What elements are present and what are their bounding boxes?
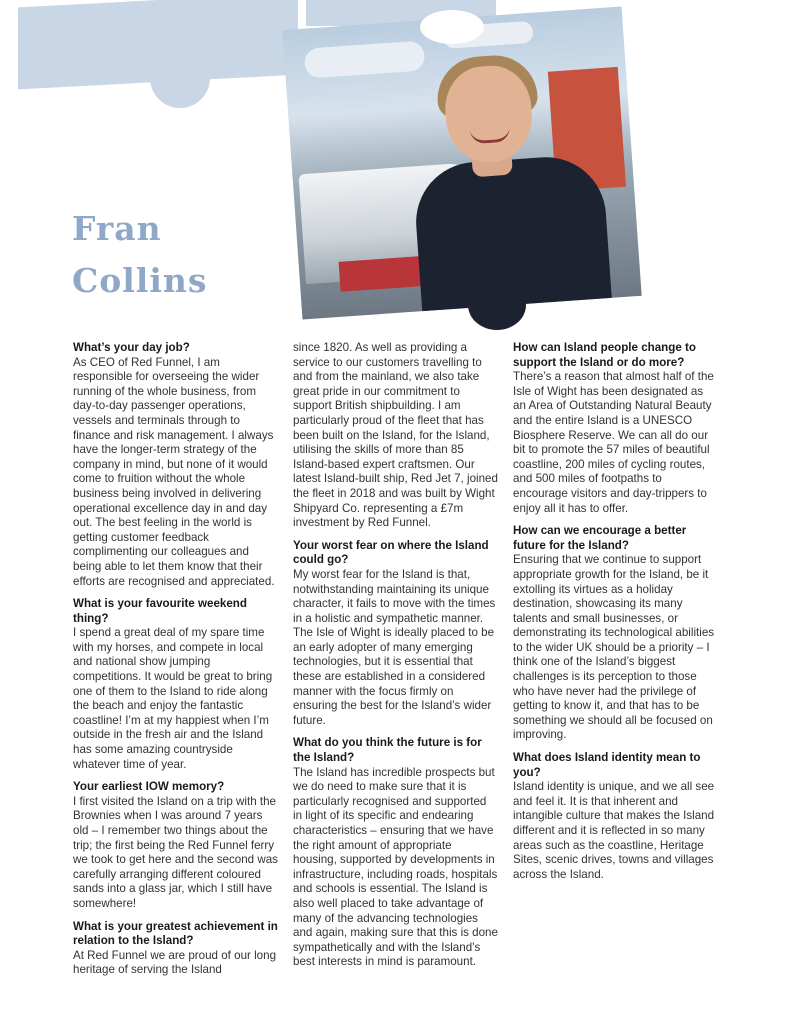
column-3 <box>513 341 718 890</box>
answer-text: Ensuring that we continue to support appropriate growth for the Island, be it extolling its virtues as a holiday destination, showcasing its many talents and small businesses, or demonstrating its technological abilities to the wider UK should be a priority – I think one of the Island’s biggest challenges is its perception to those who have never had the privilege of getting to know it, and that has to be something we should all be focused on improving. <box>513 553 715 742</box>
question-heading: How can Island people change to support the Island or do more? <box>513 341 696 369</box>
answer-text-continued: since 1820. As well as providing a service to our customers travelling to and from the mainland, we also take great pride in our commitment to support British shipbuilding. I am particularly proud of the fleet that has been built on the Island, for the Island, utilising the skills of more than 85 Island-based expert craftsmen. Our latest Island-built ship, Red Jet 7, joined the fleet in 2018 and was built by Wight Shipyard Co. representing a £7m investment by Red Funnel. <box>293 341 498 530</box>
portrait-photo <box>292 18 632 330</box>
answer-text: My worst fear for the Island is that, notwithstanding maintaining its unique character, it fails to move with the times in a holistic and sympathetic manner. The Isle of Wight is ideally placed to be an early adopter of many emerging technologies, but it is essential that these are established in a considered manner with the focus firmly on ensuring the best for the Island’s wider future. <box>293 567 496 727</box>
question-heading: Your worst fear on where the Island could go? <box>293 538 489 567</box>
answer-text: The Island has incredible prospects but we do need to make sure that it is particularly recognised and supported in light of its specific and endearing characteristics – ensuring that we have the right amount of appropriate housing, supported by developments in infrastructure, including roads, hospitals and schools is essential. The Island is also well placed to take advantage of many of the advancing technologies and again, making sure that this is done sympathetically and with the Island’s best interests in mind is paramount. <box>293 765 498 969</box>
question-heading: How can we encourage a better future for the Island? <box>513 524 687 552</box>
answer-text: I first visited the Island on a trip with the Brownies when I was around 7 years old – I remember two things about the trip; the first being the Red Funnel ferry we took to get here and the second was carefully arranging different coloured sands into a glass jar, which I still have somewhere! <box>73 794 278 910</box>
column-2 <box>293 341 498 978</box>
question-heading: What is your greatest achievement in relation to the Island? <box>73 919 278 948</box>
answer-text: As CEO of Red Funnel, I am responsible for overseeing the wider running of the whole business, from day-to-day passenger operations, vessels and terminals through to finance and risk management. I always have the longer-term strategy of the company in mind, but none of it would come to fruition without the whole business being involved in delivering operational excellence day in and day out. The best feeling in the world is getting customer feedback complimenting our colleagues and being able to let them know that their efforts are recognised and appreciated. <box>73 355 275 588</box>
page-title <box>72 203 207 307</box>
decorative-puzzle-knob <box>150 48 210 108</box>
question-heading: What’s your day job? <box>73 341 190 354</box>
answer-text: There’s a reason that almost half of the Isle of Wight has been designated as an Area of Outstanding Natural Beauty and the entire Island is a UNESCO Biosphere Reserve. We can all do our bit to promote the 57 miles of beautiful coastline, 200 miles of cycling routes, and 500 miles of footpaths to encourage visitors and day-trippers to enjoy all it has to offer. <box>513 370 714 515</box>
answer-text: At Red Funnel we are proud of our long heritage of serving the Island <box>73 948 277 977</box>
column-1 <box>73 341 278 986</box>
title-last-name: Collins <box>72 261 208 300</box>
title-first-name: Fran <box>72 209 162 248</box>
question-heading: What does Island identity mean to you? <box>513 751 701 779</box>
answer-text: Island identity is unique, and we all see and feel it. It is that inherent and intangible culture that makes the Island different and it is reflected in so many areas such as the coastline, Heritage Sites, scenic drives, towns and villages across the Island. <box>513 780 715 881</box>
answer-text: I spend a great deal of my spare time with my horses, and compete in local and national show jumping competitions. It would be great to bring one of them to the Island to ride along the beach and enjoy the fantastic coastline! I’m at my happiest when I’m outside in the fresh air and the Island has some amazing countryside whatever time of year. <box>73 626 273 771</box>
question-heading: What is your favourite weekend thing? <box>73 597 247 625</box>
question-heading: What do you think the future is for the Island? <box>293 736 482 765</box>
question-heading: Your earliest IOW memory? <box>73 780 225 794</box>
photo-frame <box>282 6 641 319</box>
